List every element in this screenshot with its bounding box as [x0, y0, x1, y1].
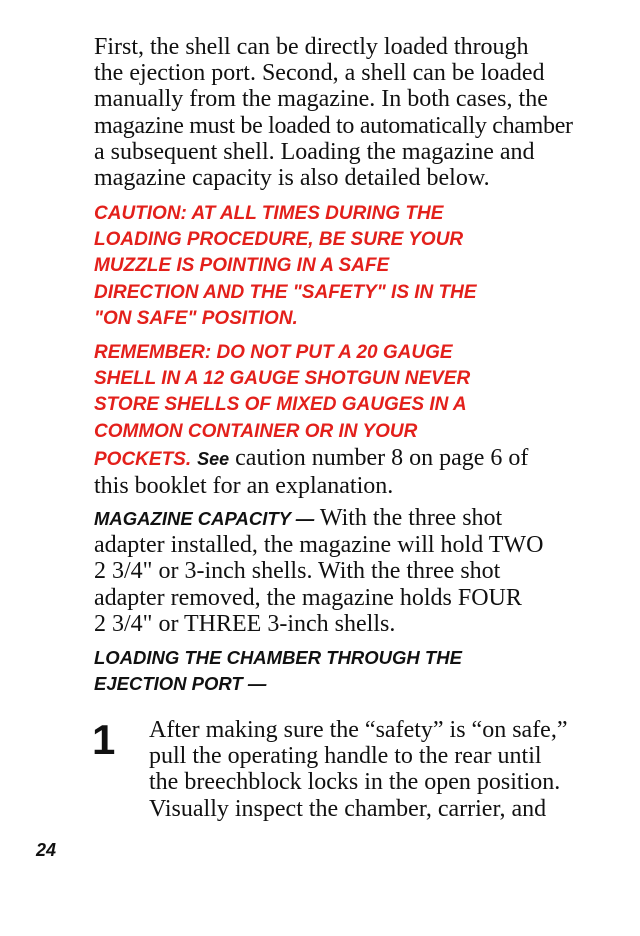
remember-line: REMEMBER: DO NOT PUT A 20 GAUGE	[94, 342, 453, 363]
intro-line: First, the shell can be directly loaded through	[94, 34, 529, 60]
magazine-capacity-paragraph	[94, 505, 584, 637]
step-line: pull the operating handle to the rear until	[149, 743, 542, 770]
intro-paragraph	[94, 34, 584, 191]
caution-line: LOADING PROCEDURE, BE SURE YOUR	[94, 229, 464, 251]
step-1-text	[149, 717, 589, 822]
magazine-capacity-first-line	[94, 505, 584, 532]
step-line: the breechblock locks in the open position.	[149, 769, 561, 796]
loading-heading-line: EJECTION PORT —	[94, 673, 267, 695]
step-line: After making sure the “safety” is “on safe,”	[149, 717, 568, 743]
remember-line: COMMON CONTAINER OR IN YOUR	[94, 420, 418, 442]
remember-mixed-line	[94, 445, 584, 473]
remember-last-red: POCKETS.	[94, 448, 192, 470]
intro-line: manually from the magazine. In both cases, the	[94, 86, 548, 113]
intro-line: magazine must be loaded to automatically chamber	[94, 112, 573, 139]
intro-line: a subsequent shell. Loading the magazine and	[94, 138, 535, 165]
remember-line: SHELL IN A 12 GAUGE SHOTGUN NEVER	[94, 368, 471, 390]
magazine-capacity-line: adapter removed, the magazine holds FOUR	[94, 584, 522, 611]
caution-line: "ON SAFE" POSITION.	[94, 307, 298, 329]
intro-line: magazine capacity is also detailed below.	[94, 165, 490, 192]
loading-heading-line: LOADING THE CHAMBER THROUGH THE	[94, 647, 462, 668]
step-line: Visually inspect the chamber, carrier, and	[149, 795, 547, 822]
loading-heading	[94, 645, 584, 697]
remember-final-line: this booklet for an explanation.	[94, 473, 394, 500]
magazine-capacity-heading: MAGAZINE CAPACITY —	[94, 508, 315, 529]
intro-line: the ejection port. Second, a shell can be loaded	[94, 60, 545, 87]
remember-line: STORE SHELLS OF MIXED GAUGES IN A	[94, 394, 467, 416]
page-number: 24	[36, 840, 57, 860]
step-number: 1	[92, 716, 116, 763]
remember-tail: caution number 8 on page 6 of	[235, 444, 529, 471]
magazine-capacity-line: 2 3/4" or 3-inch shells. With the three shot	[94, 558, 501, 585]
see-label: See	[197, 448, 230, 469]
caution-line: CAUTION: AT ALL TIMES DURING THE	[94, 203, 444, 224]
magazine-capacity-first-text: With the three shot	[319, 505, 503, 531]
caution-line: MUZZLE IS POINTING IN A SAFE	[94, 255, 390, 277]
remember-warning	[94, 340, 584, 499]
magazine-capacity-line: 2 3/4" or THREE 3-inch shells.	[94, 610, 396, 637]
caution-line: DIRECTION AND THE "SAFETY" IS IN THE	[94, 281, 477, 303]
caution-warning	[94, 201, 584, 332]
magazine-capacity-line: adapter installed, the magazine will hold TWO	[94, 532, 544, 559]
